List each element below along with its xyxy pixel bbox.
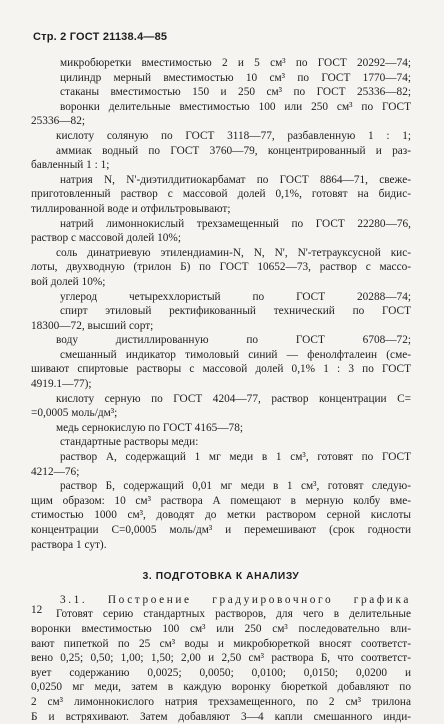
text-line: аммиак водный по ГОСТ 3760—79, концентрированный и раз- (56, 144, 411, 157)
text-line: кислоту серную по ГОСТ 4204—77, раствор концентрации C= (56, 392, 411, 405)
text-line: лоты, двухводную (трилон Б) по ГОСТ 10652—73, раствор с массо- (31, 261, 411, 274)
page-number: 12 (31, 604, 43, 616)
text-line: натрий лимоннокислый трехзамещенный по ГОСТ 22280—76, (60, 217, 411, 230)
text-line: Готовят серию стандартных растворов, для чего в делительные (56, 608, 411, 621)
text-line: стандартные растворы меди: (60, 436, 199, 449)
text-line: приготовленный раствор с массовой долей 0,1%, готовят на бидис- (31, 188, 411, 201)
page-header: Стр. 2 ГОСТ 21138.4—85 (33, 31, 168, 43)
text-line: стаканы вместимостью 150 и 250 см³ по ГОСТ 25336—82; (60, 86, 411, 99)
text-line: =0,0005 моль/дм³; (31, 407, 118, 420)
text-line: 0,0250 мг меди, затем в каждую воронку бюреткой добавляют по (31, 681, 411, 694)
text-line: бавленный 1 : 1; (31, 159, 110, 172)
document-body (31, 56, 411, 724)
text-line: микробюретки вместимостью 2 и 5 см³ по ГОСТ 20292—74; (60, 57, 411, 69)
text-line: вают пипеткой по 25 см³ воды и микробюреткой вносят соответст- (31, 637, 411, 650)
text-line: тиллированной воде и отфильтровывают; (31, 202, 231, 215)
section-title: 3. ПОДГОТОВКА К АНАЛИЗУ (142, 571, 300, 583)
text-line: щим образом: 10 см³ раствора А помещают в мерную колбу вме- (31, 494, 411, 507)
text-line: медь сернокислую по ГОСТ 4165—78; (56, 421, 243, 434)
text-line: воду дистиллированную по ГОСТ 6708—72; (56, 334, 411, 347)
text-line: раствора 1 сут). (31, 538, 107, 551)
text-line: стимостью 1000 см³, доводят до метки раствором серной кислоты (31, 509, 411, 522)
text-line: раствор А, содержащий 1 мг меди в 1 см³, готовят по ГОСТ (60, 451, 411, 464)
text-line: соль динатриевую этилендиамин-N, N, N', N'-тетрауксусной кис- (56, 246, 411, 259)
text-line: смешанный индикатор тимоловый синий — фенолфталеин (сме- (60, 348, 411, 361)
text-line: вой долей 10%; (31, 275, 106, 288)
text-line: кислоту соляную по ГОСТ 3118—77, разбавленную 1 : 1; (56, 129, 411, 142)
subsection-title: 3.1. Построение градуировочного графика (60, 593, 411, 606)
text-line: раствор Б, содержащий 0,01 мг меди в 1 см³, готовят следую- (60, 480, 411, 493)
text-line: концентрации C=0,0005 моль/дм³ и перемешивают (срок годности (31, 524, 411, 536)
text-line: воронки вместимостью 100 см³ или 250 см³ последовательно вли- (31, 622, 411, 635)
text-line: натрия N, N'-диэтилдитиокарбамат по ГОСТ 8864—71, свеже- (60, 173, 411, 186)
materials-list (31, 56, 411, 552)
text-line: шивают спиртовые растворы с массовой долей 0,1% 1 : 3 по ГОСТ (31, 363, 411, 376)
text-line: Б и встряхивают. Затем добавляют 3—4 капли смешанного инди- (31, 710, 411, 723)
text-line: раствор с массовой долей 10%; (31, 232, 181, 245)
text-line: спирт этиловый ректификованный технический по ГОСТ (60, 305, 411, 318)
text-line: 4919.1—77); (31, 378, 92, 391)
text-line: 18300—72, высший сорт; (31, 319, 154, 332)
text-line: воронки делительные вместимостью 100 или 250 см³ по ГОСТ (60, 100, 411, 113)
text-line: 2 см³ лимоннокислого натрия трехзамещенного, по 2 см³ трилона (31, 695, 411, 708)
text-line: 25336—82; (31, 115, 85, 128)
paragraph-3-1 (31, 607, 411, 724)
text-line: углерод четыреххлористый по ГОСТ 20288—74; (60, 290, 411, 303)
text-line: 4212—76; (31, 465, 80, 478)
text-line: вено 0,25; 0,50; 1,00; 1,50; 2,00 и 2,50 см³ раствора Б, что соответст- (31, 652, 411, 665)
text-line: цилиндр мерный вместимостью 10 см³ по ГОСТ 1770—74; (60, 71, 411, 84)
text-line: вует содержанию 0,0025; 0,0050; 0,0100; 0,0150; 0,0200 и (31, 666, 411, 679)
